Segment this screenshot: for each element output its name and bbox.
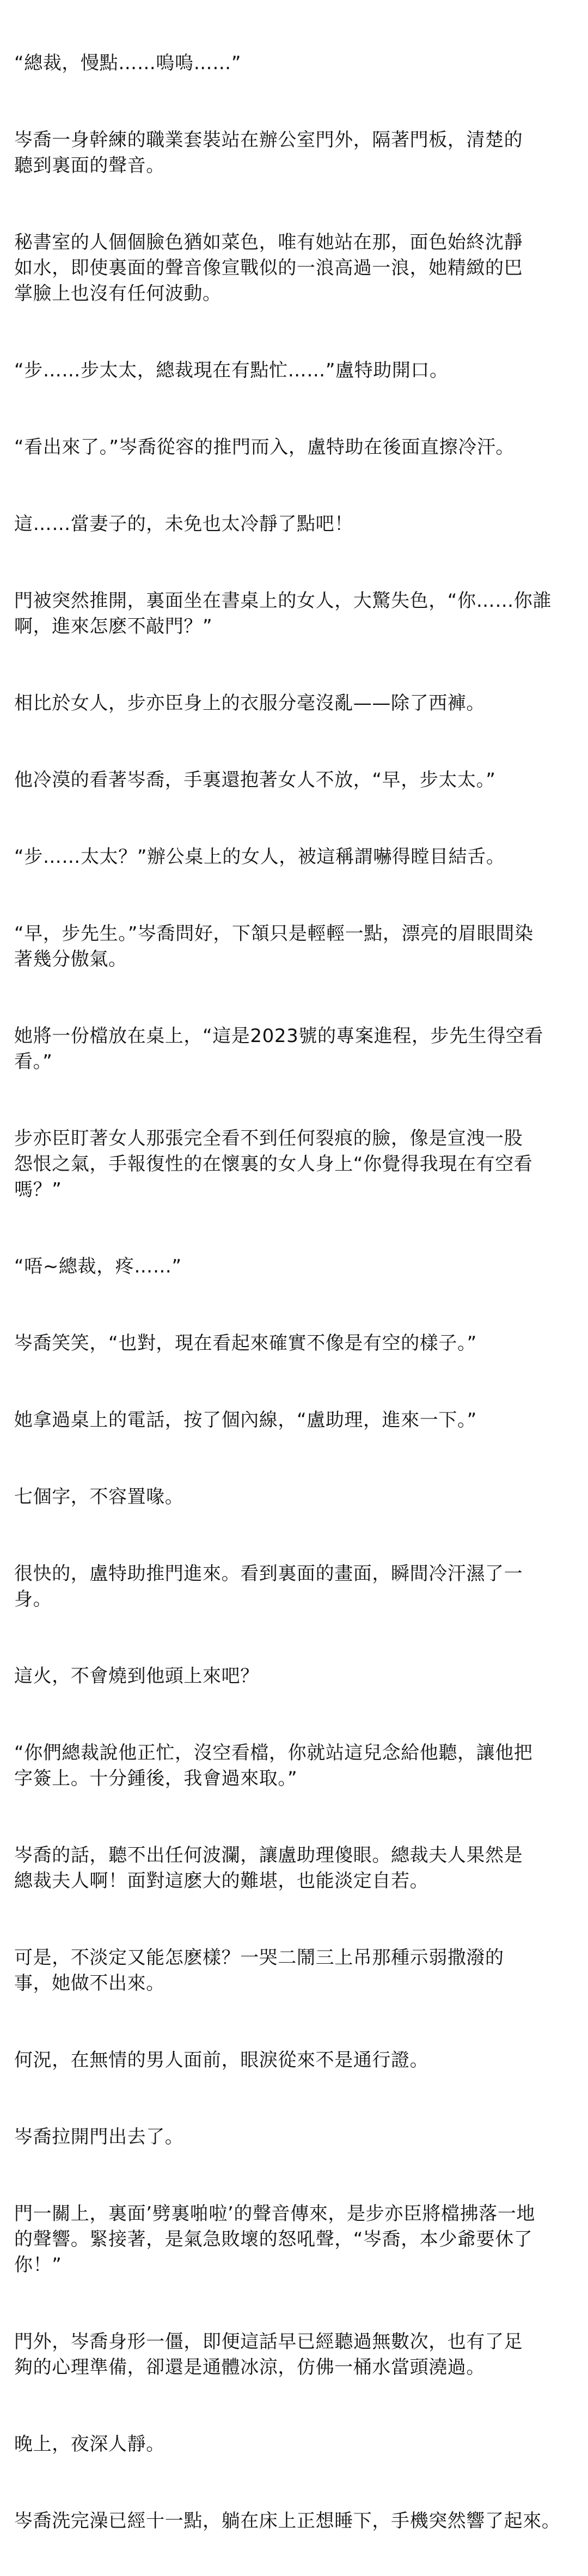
paragraph-28-partial: 岑喬洗完澡已經十一點，躺在床上正想睡下，手機突然響了起來。 xyxy=(14,2510,561,2532)
paragraph-12: 她將一份檔放在桌上，“這是2023號的專案進程，步先生得空看 看。” xyxy=(14,1025,544,1073)
article-body xyxy=(14,0,580,2576)
paragraph-20: “你們總裁說他正忙，沒空看檔，你就站這兒念給他聽，讓他把 字簽上。十分鍾後，我會過來取。” xyxy=(14,1742,533,1789)
paragraph-14: “唔~總裁，疼……” xyxy=(14,1256,182,1277)
paragraph-26: 門外，岑喬身形一僵，即便這話早已經聽過無數次，也有了足 夠的心理準備，卻還是通體冰涼，仿佛一桶水當頭澆過。 xyxy=(14,2331,523,2378)
paragraph-9: 他冷漠的看著岑喬，手裏還抱著女人不放，“早，步太太。” xyxy=(14,769,496,791)
paragraph-25: 門一關上，裏面’劈裏啪啦’的聲音傳來，是步亦臣將檔拂落一地 的聲響。緊接著，是氣急敗壞的怒吼聲，“岑喬，本少爺要休了 你！” xyxy=(14,2203,536,2276)
paragraph-5: “看出來了。”岑喬從容的推門而入，盧特助在後面直擦冷汗。 xyxy=(14,436,515,458)
paragraph-18: 很快的，盧特助推門進來。看到裏面的畫面，瞬間冷汗濕了一 身。 xyxy=(14,1563,523,1610)
paragraph-3: 秘書室的人個個臉色猶如菜色，唯有她站在那，面色始終沈靜 如水，即使裏面的聲音像宣戰似的一浪高過一浪，她精緻的巴 掌臉上也沒有任何波動。 xyxy=(14,232,523,305)
paragraph-8: 相比於女人，步亦臣身上的衣服分毫沒亂——除了西褲。 xyxy=(14,692,485,714)
paragraph-16: 她拿過桌上的電話，按了個內線，“盧助理，進來一下。” xyxy=(14,1409,477,1431)
paragraph-23: 何況，在無情的男人面前，眼淚從來不是通行證。 xyxy=(14,2049,429,2071)
paragraph-11: “早，步先生。”岑喬問好，下頷只是輕輕一點，漂亮的眉眼間染 著幾分傲氣。 xyxy=(14,923,534,970)
paragraph-24: 岑喬拉開門出去了。 xyxy=(14,2126,184,2148)
paragraph-15: 岑喬笑笑，“也對，現在看起來確實不像是有空的樣子。” xyxy=(14,1332,477,1354)
paragraph-22: 可是，不淡定又能怎麽樣？一哭二鬧三上吊那種示弱撒潑的 事，她做不出來。 xyxy=(14,1947,504,1994)
paragraph-4: “步……步太太，總裁現在有點忙……”盧特助開口。 xyxy=(14,360,449,381)
paragraph-17: 七個字，不容置喙。 xyxy=(14,1486,184,1508)
paragraph-6: 這……當妻子的，未免也太冷靜了點吧！ xyxy=(14,513,353,535)
paragraph-13: 步亦臣盯著女人那張完全看不到任何裂痕的臉，像是宣洩一股 怨恨之氣，手報復性的在懷裏的女人身上“你覺得我現在有空看 嗎？” xyxy=(14,1128,533,1201)
paragraph-2: 岑喬一身幹練的職業套裝站在辦公室門外，隔著門板，清楚的 聽到裏面的聲音。 xyxy=(14,129,523,176)
paragraph-27: 晚上，夜深人靜。 xyxy=(14,2433,165,2455)
paragraph-19: 這火，不會燒到他頭上來吧？ xyxy=(14,1665,259,1687)
paragraph-1: “總裁，慢點……嗚嗚……” xyxy=(14,52,242,74)
paragraph-7: 門被突然推開，裏面坐在書桌上的女人，大驚失色，“你……你誰 啊，進來怎麽不敲門？” xyxy=(14,590,552,637)
paragraph-21: 岑喬的話，聽不出任何波瀾，讓盧助理傻眼。總裁夫人果然是 總裁夫人啊！面對這麽大的難堪，也能淡定自若。 xyxy=(14,1844,523,1892)
paragraph-10: “步……太太？”辦公桌上的女人，被這稱謂嚇得瞠目結舌。 xyxy=(14,846,505,868)
